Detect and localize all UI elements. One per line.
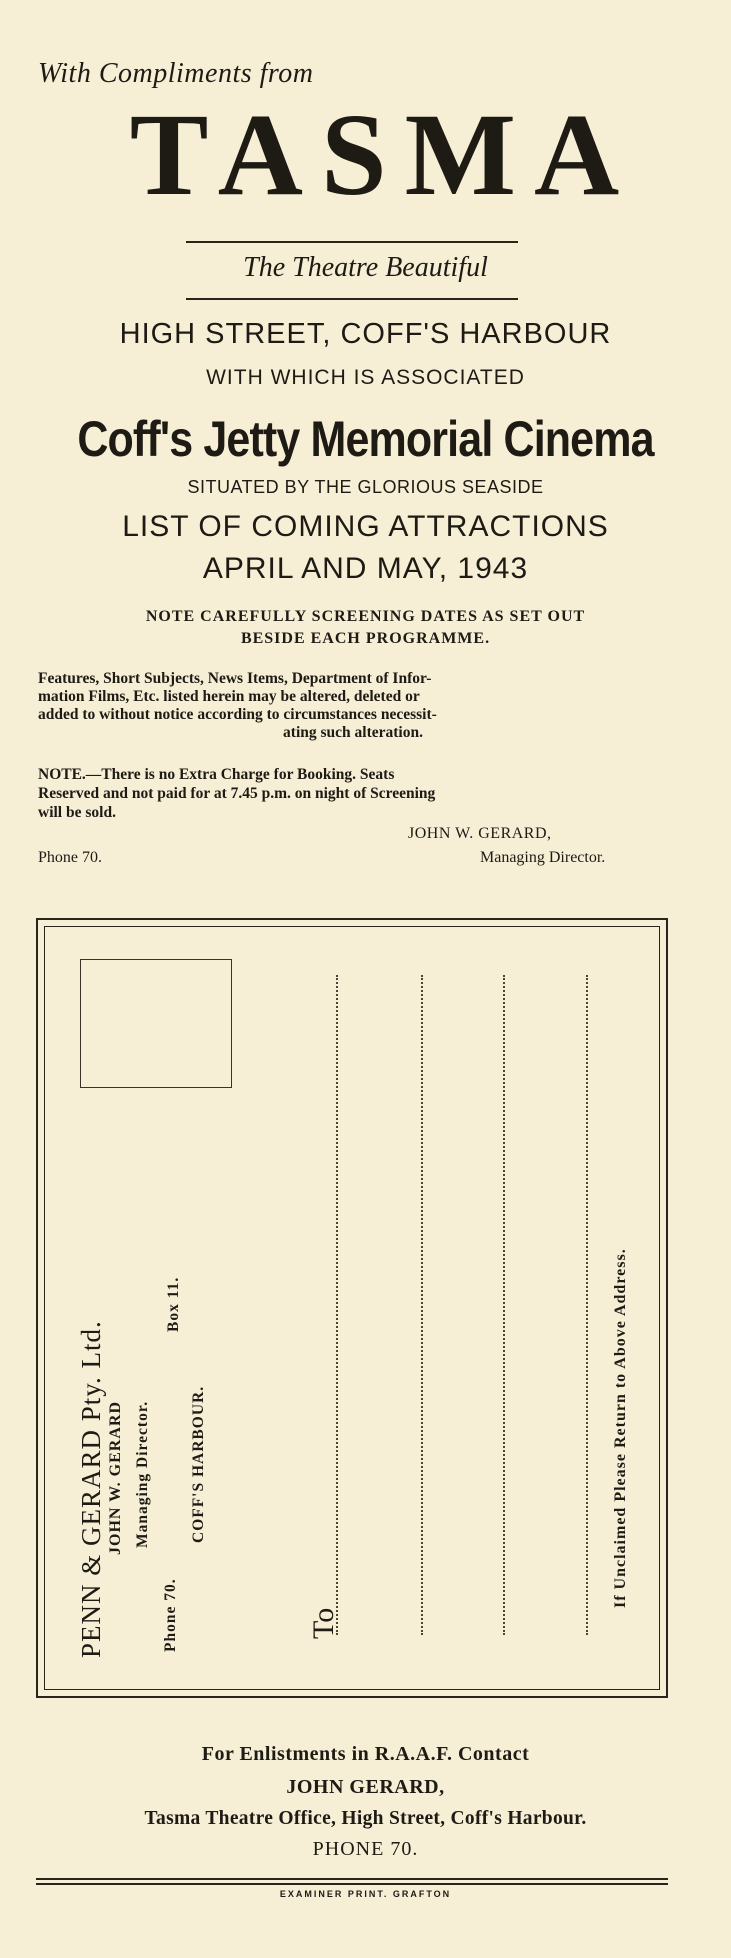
address-line [503,975,505,1635]
features-note-line: added to without notice according to circumstances necessit- [38,706,437,723]
cinema-name: Coff's Jetty Memorial Cinema [77,411,654,467]
signer-role: Managing Director. [480,849,606,866]
screening-note-line: NOTE CAREFULLY SCREENING DATES AS SET OUT [145,608,586,625]
screening-note-line: BESIDE EACH PROGRAMME. [240,630,491,647]
address-line [586,975,588,1635]
features-note-line: Features, Short Subjects, News Items, Department of Infor- [38,670,432,687]
return-director-name: JOHN W. GERARD [107,1400,124,1555]
compliments-text: With Compliments from [38,58,314,89]
footer-phone: PHONE 70. [312,1838,419,1860]
return-director-title: Managing Director. [134,1400,151,1548]
return-box-number: Box 11. [165,1276,182,1332]
features-note-line: mation Films, Etc. listed herein may be altered, deleted or [38,688,420,705]
seaside-text: SITUATED BY THE GLORIOUS SEASIDE [187,477,544,497]
booking-note-line: Reserved and not paid for at 7.45 p.m. on night of Screening [38,785,436,802]
return-instruction: If Unclaimed Please Return to Above Address. [612,1248,629,1608]
theatre-address: HIGH STREET, COFF'S HARBOUR [119,318,612,350]
screening-note [0,606,731,650]
footer-rule [36,1878,668,1880]
signer-name: JOHN W. GERARD, [408,825,552,842]
associated-text: WITH WHICH IS ASSOCIATED [206,366,525,389]
stamp-box [80,959,232,1088]
tagline: The Theatre Beautiful [243,252,488,283]
addressee-to-label: To [307,1607,340,1639]
tagline-rule-bottom [186,298,518,300]
address-line [336,975,338,1635]
phone-number: Phone 70. [38,849,102,866]
return-phone: Phone 70. [162,1578,179,1652]
return-town: COFF'S HARBOUR. [190,1385,207,1543]
booking-note-line: NOTE.—There is no Extra Charge for Booking. Seats [38,766,395,783]
booking-note [38,765,668,822]
footer-rule [36,1883,668,1885]
office-address: Tasma Theatre Office, High Street, Coff's Harbour. [144,1808,587,1829]
booking-note-line: will be sold. [38,804,116,821]
return-firm-name: PENN & GERARD Pty. Ltd. [76,1320,106,1658]
contact-name: JOHN GERARD, [286,1776,445,1798]
features-note-line: ating such alteration. [283,724,423,741]
theatre-name: TASMA [129,89,638,220]
printer-imprint: EXAMINER PRINT. GRAFTON [279,1889,452,1899]
tagline-rule-top [186,241,518,243]
coming-attractions-heading: LIST OF COMING ATTRACTIONS [122,510,609,543]
raaf-enlistment-text: For Enlistments in R.A.A.F. Contact [201,1743,530,1765]
dates-heading: APRIL AND MAY, 1943 [202,552,529,585]
features-note [38,670,668,742]
address-line [421,975,423,1635]
